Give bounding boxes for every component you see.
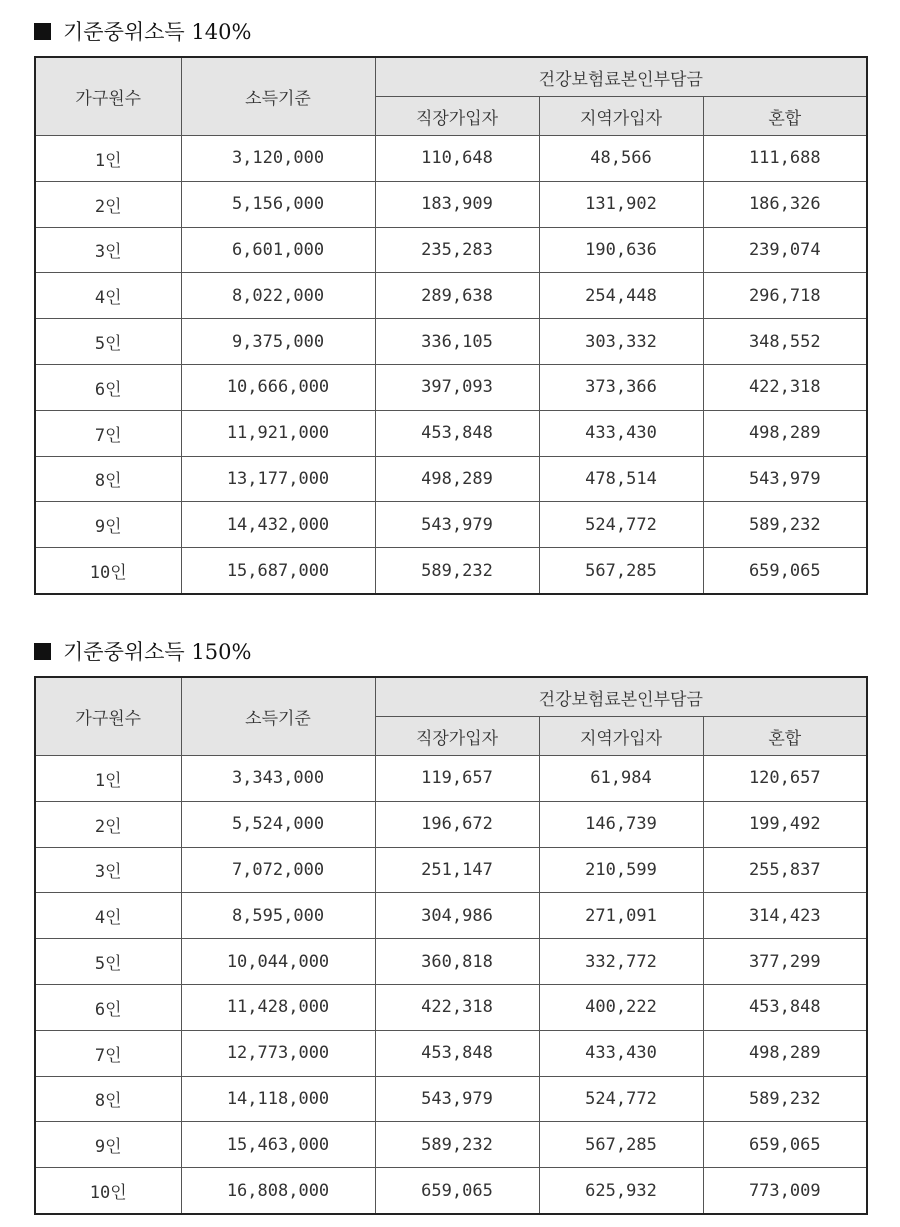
employee-cell: 589,232: [375, 548, 539, 594]
employee-cell: 422,318: [375, 984, 539, 1030]
regional-cell: 524,772: [539, 502, 703, 548]
income-header: 소득기준: [181, 677, 375, 756]
table-row: [35, 893, 867, 939]
regional-cell: 567,285: [539, 548, 703, 594]
regional-cell: 433,430: [539, 1030, 703, 1076]
income-cell: 14,118,000: [181, 1076, 375, 1122]
regional-cell: 254,448: [539, 273, 703, 319]
income-table-150: [34, 676, 868, 1215]
employee-cell: 659,065: [375, 1168, 539, 1214]
mixed-cell: 255,837: [703, 847, 867, 893]
regional-cell: 303,332: [539, 319, 703, 365]
table-row: [35, 410, 867, 456]
table-row: [35, 227, 867, 273]
income-cell: 11,921,000: [181, 410, 375, 456]
household-cell: 9인: [35, 1122, 181, 1168]
employee-cell: 589,232: [375, 1122, 539, 1168]
employee-cell: 543,979: [375, 502, 539, 548]
income-cell: 15,463,000: [181, 1122, 375, 1168]
table-row: [35, 1030, 867, 1076]
household-cell: 2인: [35, 181, 181, 227]
section-title-text: 기준중위소득 150%: [63, 640, 252, 664]
regional-cell: 524,772: [539, 1076, 703, 1122]
table-row: [35, 1076, 867, 1122]
mixed-cell: 186,326: [703, 181, 867, 227]
income-cell: 3,343,000: [181, 756, 375, 802]
table-row: [35, 984, 867, 1030]
household-cell: 4인: [35, 893, 181, 939]
employee-cell: 543,979: [375, 1076, 539, 1122]
regional-cell: 271,091: [539, 893, 703, 939]
employee-cell: 110,648: [375, 136, 539, 182]
household-cell: 10인: [35, 1168, 181, 1214]
income-cell: 15,687,000: [181, 548, 375, 594]
mixed-cell: 589,232: [703, 502, 867, 548]
table-row: [35, 273, 867, 319]
income-cell: 9,375,000: [181, 319, 375, 365]
regional-cell: 332,772: [539, 939, 703, 985]
employee-cell: 196,672: [375, 801, 539, 847]
table-row: [35, 847, 867, 893]
household-header: 가구원수: [35, 677, 181, 756]
employee-cell: 453,848: [375, 410, 539, 456]
mixed-cell: 659,065: [703, 1122, 867, 1168]
household-cell: 1인: [35, 756, 181, 802]
table-row: [35, 502, 867, 548]
regional-cell: 625,932: [539, 1168, 703, 1214]
household-cell: 4인: [35, 273, 181, 319]
employee-cell: 251,147: [375, 847, 539, 893]
mixed-cell: 120,657: [703, 756, 867, 802]
table-row: [35, 136, 867, 182]
income-cell: 7,072,000: [181, 847, 375, 893]
income-cell: 13,177,000: [181, 456, 375, 502]
insurance-group-header: 건강보험료본인부담금: [375, 677, 867, 717]
household-cell: 5인: [35, 939, 181, 985]
employee-header: 직장가입자: [375, 97, 539, 136]
household-cell: 6인: [35, 364, 181, 410]
employee-header: 직장가입자: [375, 717, 539, 756]
mixed-cell: 296,718: [703, 273, 867, 319]
regional-cell: 210,599: [539, 847, 703, 893]
mixed-header: 혼합: [703, 97, 867, 136]
household-cell: 7인: [35, 1030, 181, 1076]
income-cell: 16,808,000: [181, 1168, 375, 1214]
household-cell: 6인: [35, 984, 181, 1030]
mixed-header: 혼합: [703, 717, 867, 756]
square-bullet-icon: [34, 23, 51, 40]
household-cell: 3인: [35, 227, 181, 273]
mixed-cell: 377,299: [703, 939, 867, 985]
mixed-cell: 111,688: [703, 136, 867, 182]
regional-cell: 61,984: [539, 756, 703, 802]
regional-header: 지역가입자: [539, 97, 703, 136]
section-title: [34, 16, 251, 46]
income-cell: 6,601,000: [181, 227, 375, 273]
regional-cell: 567,285: [539, 1122, 703, 1168]
mixed-cell: 659,065: [703, 548, 867, 594]
employee-cell: 289,638: [375, 273, 539, 319]
table-body: [35, 136, 867, 594]
household-cell: 8인: [35, 1076, 181, 1122]
table-row: [35, 1122, 867, 1168]
insurance-group-header: 건강보험료본인부담금: [375, 57, 867, 97]
table-row: [35, 1168, 867, 1214]
regional-header: 지역가입자: [539, 717, 703, 756]
mixed-cell: 239,074: [703, 227, 867, 273]
regional-cell: 190,636: [539, 227, 703, 273]
regional-cell: 478,514: [539, 456, 703, 502]
income-cell: 5,156,000: [181, 181, 375, 227]
regional-cell: 400,222: [539, 984, 703, 1030]
mixed-cell: 589,232: [703, 1076, 867, 1122]
square-bullet-icon: [34, 643, 51, 660]
household-cell: 8인: [35, 456, 181, 502]
table-row: [35, 939, 867, 985]
household-cell: 3인: [35, 847, 181, 893]
mixed-cell: 314,423: [703, 893, 867, 939]
mixed-cell: 453,848: [703, 984, 867, 1030]
income-cell: 10,666,000: [181, 364, 375, 410]
household-cell: 9인: [35, 502, 181, 548]
mixed-cell: 773,009: [703, 1168, 867, 1214]
mixed-cell: 199,492: [703, 801, 867, 847]
table-row: [35, 319, 867, 365]
table-row: [35, 456, 867, 502]
regional-cell: 131,902: [539, 181, 703, 227]
income-cell: 11,428,000: [181, 984, 375, 1030]
table-row: [35, 801, 867, 847]
section-title: [34, 636, 251, 666]
table-row: [35, 548, 867, 594]
household-cell: 10인: [35, 548, 181, 594]
section-title-text: 기준중위소득 140%: [63, 20, 252, 44]
employee-cell: 235,283: [375, 227, 539, 273]
household-header: 가구원수: [35, 57, 181, 136]
income-cell: 5,524,000: [181, 801, 375, 847]
mixed-cell: 348,552: [703, 319, 867, 365]
employee-cell: 453,848: [375, 1030, 539, 1076]
income-cell: 10,044,000: [181, 939, 375, 985]
mixed-cell: 543,979: [703, 456, 867, 502]
income-cell: 3,120,000: [181, 136, 375, 182]
income-cell: 8,022,000: [181, 273, 375, 319]
household-cell: 1인: [35, 136, 181, 182]
household-cell: 2인: [35, 801, 181, 847]
table-body: [35, 756, 867, 1214]
table-row: [35, 756, 867, 802]
income-cell: 12,773,000: [181, 1030, 375, 1076]
income-cell: 8,595,000: [181, 893, 375, 939]
income-header: 소득기준: [181, 57, 375, 136]
household-cell: 7인: [35, 410, 181, 456]
table-row: [35, 364, 867, 410]
employee-cell: 498,289: [375, 456, 539, 502]
mixed-cell: 422,318: [703, 364, 867, 410]
income-cell: 14,432,000: [181, 502, 375, 548]
employee-cell: 336,105: [375, 319, 539, 365]
regional-cell: 48,566: [539, 136, 703, 182]
regional-cell: 373,366: [539, 364, 703, 410]
income-table-140: [34, 56, 868, 595]
regional-cell: 146,739: [539, 801, 703, 847]
employee-cell: 360,818: [375, 939, 539, 985]
table-row: [35, 181, 867, 227]
household-cell: 5인: [35, 319, 181, 365]
employee-cell: 183,909: [375, 181, 539, 227]
mixed-cell: 498,289: [703, 1030, 867, 1076]
employee-cell: 304,986: [375, 893, 539, 939]
employee-cell: 119,657: [375, 756, 539, 802]
mixed-cell: 498,289: [703, 410, 867, 456]
employee-cell: 397,093: [375, 364, 539, 410]
regional-cell: 433,430: [539, 410, 703, 456]
